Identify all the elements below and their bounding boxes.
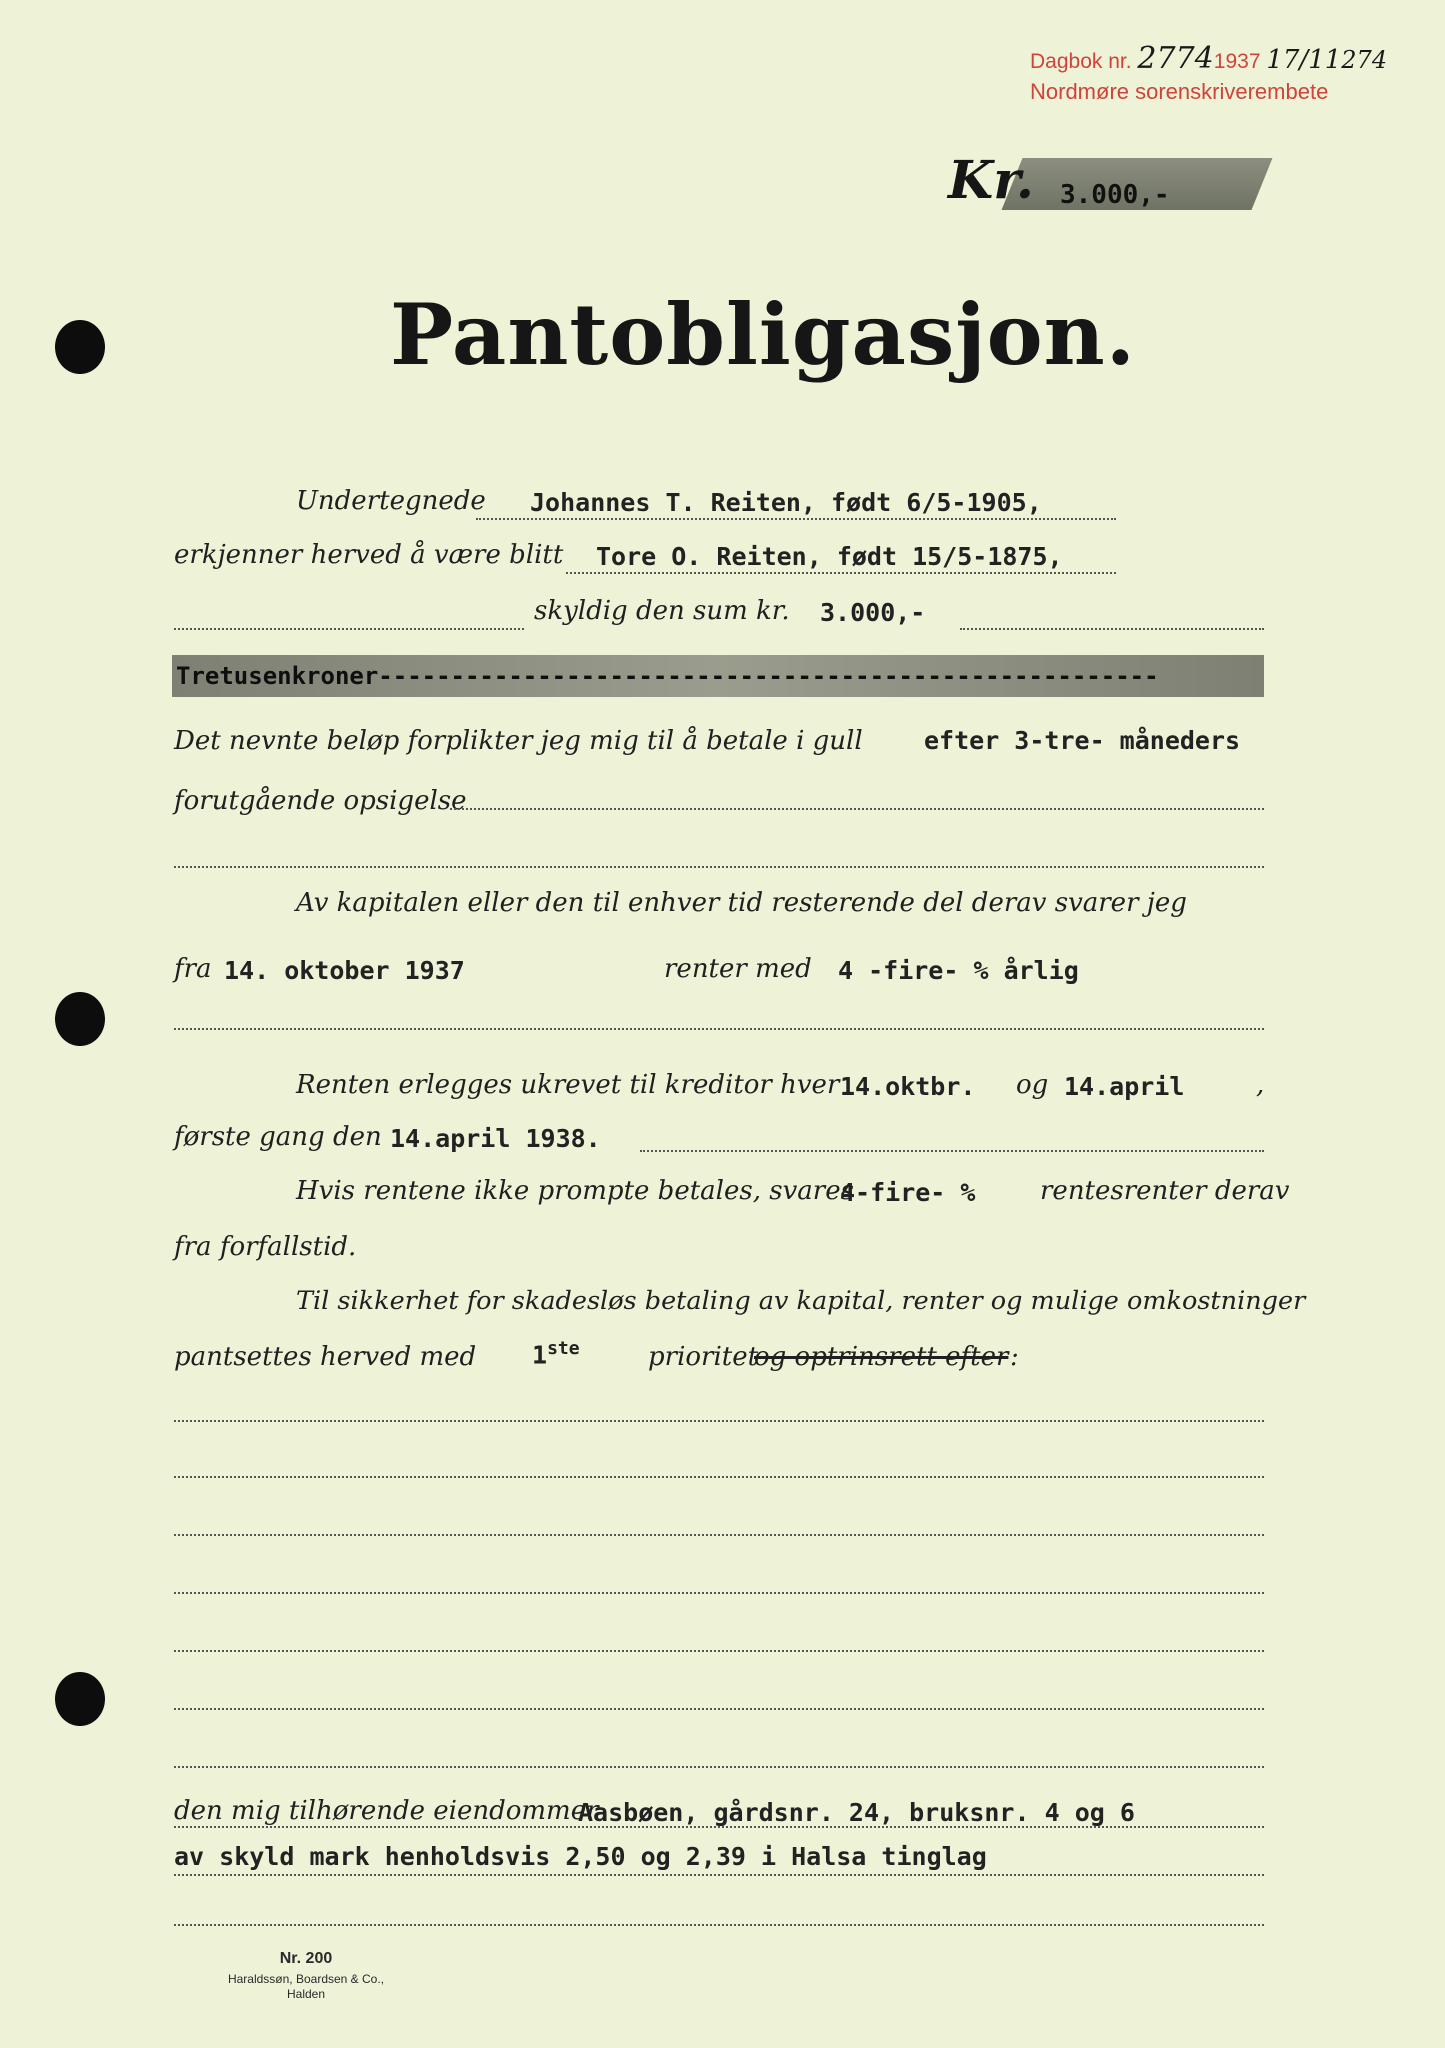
- dotline-11: [174, 1592, 1264, 1594]
- dotline-5: [174, 866, 1264, 868]
- dagbok-label: Dagbok nr.: [1030, 50, 1132, 73]
- registry-stamp: [1030, 40, 1387, 106]
- dotline-1: [476, 518, 1116, 520]
- forste-label: første gang den: [174, 1122, 382, 1152]
- forutgaende-text: forutgående opsigelse: [174, 786, 467, 816]
- dagbok-extra: 274: [1341, 46, 1388, 74]
- forfall-text: fra forfallstid.: [174, 1232, 357, 1262]
- dotline-7: [640, 1150, 1264, 1152]
- pantsettes-label: pantsettes herved med: [174, 1342, 477, 1372]
- undertegnede-label: Undertegnede: [296, 486, 486, 516]
- skyldig-label: skyldig den sum kr.: [534, 596, 790, 626]
- eiendom-label: den mig tilhørende eiendommer: [174, 1796, 599, 1826]
- eiendom-value-2: av skyld mark henholdsvis 2,50 og 2,39 i Halsa tinglag: [174, 1842, 987, 1871]
- sikkerhet-text: Til sikkerhet for skadesløs betaling av kapital, renter og mulige omkostninger: [296, 1286, 1306, 1316]
- punch-hole-bottom: [55, 1672, 105, 1726]
- creditor-name: Tore O. Reiten, født 15/5-1875,: [596, 542, 1063, 571]
- amount-words: Tretusenkroner------------------------------------------------------: [176, 662, 1159, 690]
- prioritet-colon: :: [1010, 1342, 1019, 1372]
- dotline-17: [174, 1924, 1264, 1926]
- eiendom-value: Aasbøen, gårdsnr. 24, bruksnr. 4 og 6: [578, 1798, 1135, 1827]
- dotline-8: [174, 1420, 1264, 1422]
- dotline-3: [174, 628, 524, 630]
- printer-city: Halden: [286, 1987, 326, 2001]
- nevnte-value: efter 3-tre- måneders: [924, 726, 1241, 755]
- struck-text: og optrinsrett efter: [754, 1342, 1009, 1372]
- dotline-15: [174, 1826, 1264, 1828]
- dotline-14: [174, 1766, 1264, 1768]
- dotline-10: [174, 1534, 1264, 1536]
- dagbok-date: 17/11: [1266, 45, 1342, 75]
- debtor-name: Johannes T. Reiten, født 6/5-1905,: [530, 488, 1042, 517]
- amount-label: Kr.: [948, 150, 1034, 211]
- rentesrenter-label: rentesrenter derav: [1040, 1176, 1290, 1206]
- nevnte-label: Det nevnte beløp forplikter jeg mig til å betale i gull: [174, 726, 863, 756]
- erkjenner-label: erkjenner herved å være blitt: [174, 540, 564, 570]
- renten-label: Renten erlegges ukrevet til kreditor hver: [296, 1070, 840, 1100]
- dotline-6: [174, 1028, 1264, 1030]
- dagbok-number: 2774: [1137, 41, 1214, 76]
- prioritet-value: [532, 1338, 580, 1369]
- printer-name: Haraldssøn, Boardsen & Co.,: [227, 1972, 385, 1986]
- skyldig-amount: 3.000,-: [820, 598, 926, 627]
- prioritet-number: 1: [532, 1340, 548, 1370]
- dotline-2: [566, 572, 1116, 574]
- dotline-3b: [960, 628, 1264, 630]
- office-name: Nordmøre sorenskriverembete: [1030, 78, 1329, 104]
- dotline-12: [174, 1650, 1264, 1652]
- prioritet-sup: ste: [547, 1338, 580, 1359]
- dotline-16: [174, 1874, 1264, 1876]
- prioritet-label: prioritet: [648, 1342, 759, 1372]
- dotline-13: [174, 1708, 1264, 1710]
- renten-date-2: 14.april: [1064, 1072, 1185, 1101]
- renten-date-1: 14.oktbr.: [840, 1072, 976, 1101]
- punch-hole-middle: [55, 992, 105, 1046]
- og-label: og: [1016, 1070, 1049, 1100]
- forste-date: 14.april 1938.: [390, 1124, 601, 1153]
- dotline-9: [174, 1476, 1264, 1478]
- rate-value: 4 -fire- % årlig: [838, 956, 1079, 985]
- kapital-text: Av kapitalen eller den til enhver tid resterende del derav svarer jeg: [296, 888, 1187, 918]
- punch-hole-top: [55, 320, 105, 374]
- dotline-4: [450, 808, 1264, 810]
- fra-date: 14. oktober 1937: [224, 956, 465, 985]
- renter-label: renter med: [664, 954, 812, 984]
- renten-comma: ,: [1256, 1070, 1265, 1100]
- dagbok-year: 1937: [1213, 50, 1261, 73]
- amount-value: 3.000,-: [1060, 180, 1170, 210]
- form-number: Nr. 200: [279, 1950, 333, 1967]
- fra-label: fra: [174, 954, 212, 984]
- hvis-rate: 4-fire- %: [840, 1178, 976, 1207]
- document-title: Pantobligasjon.: [390, 285, 1136, 384]
- hvis-label: Hvis rentene ikke prompte betales, svares: [296, 1176, 854, 1206]
